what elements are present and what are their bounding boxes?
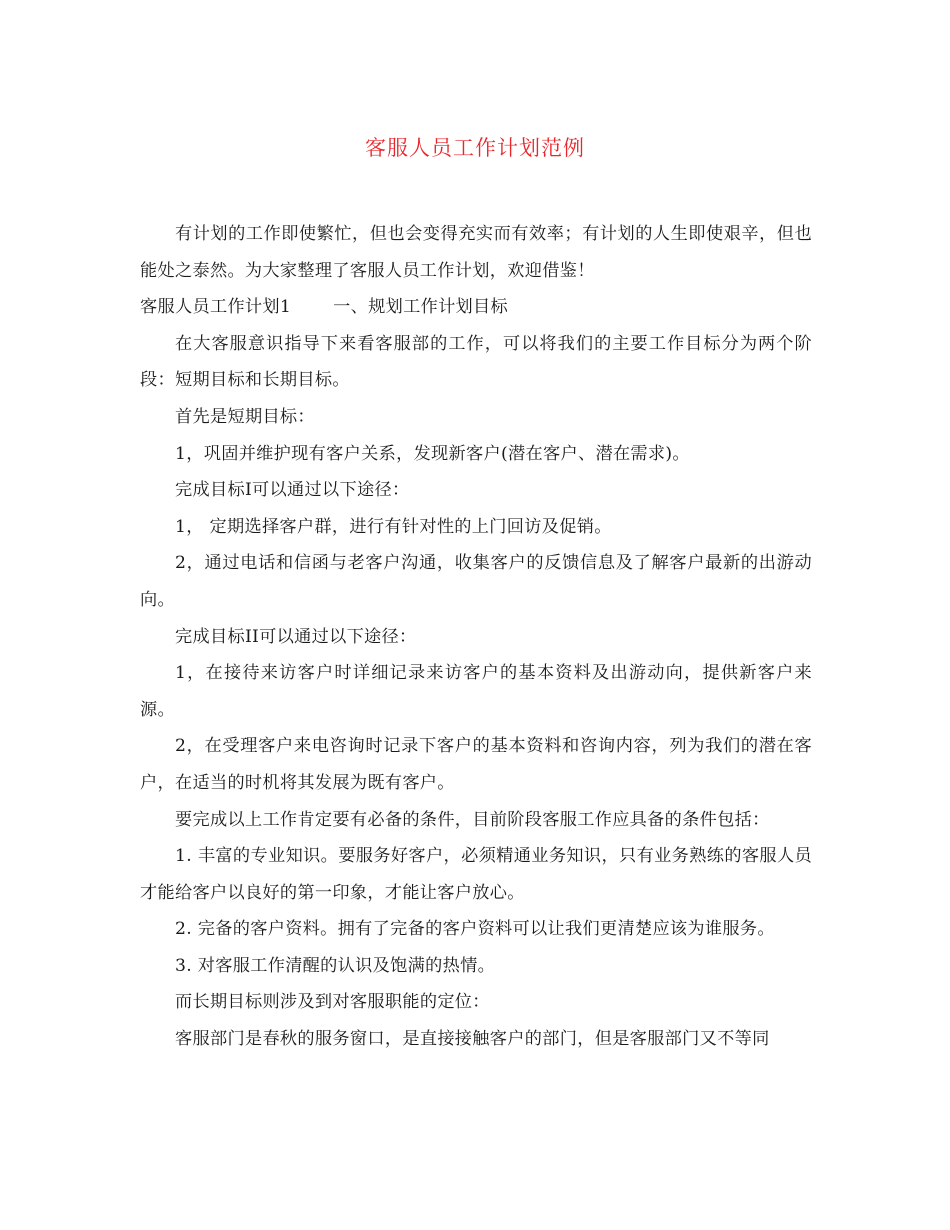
body-paragraph: 客服部门是春秋的服务窗口，是直接接触客户的部门，但是客服部门又不等同 bbox=[175, 1029, 770, 1050]
body-paragraph: 要完成以上工作肯定要有必备的条件，目前阶段客服工作应具备的条件包括： bbox=[175, 809, 770, 830]
body-paragraph: 完成目标II可以通过以下途径： bbox=[175, 626, 417, 647]
body-paragraph: 1， 定期选择客户群，进行有针对性的上门回访及促销。 bbox=[175, 516, 612, 537]
body-paragraph: 而长期目标则涉及到对客服职能的定位： bbox=[175, 992, 490, 1013]
body-paragraph: 2，在受理客户来电咨询时记录下客户的基本资料和咨询内容，列为我们的潜在客户，在适当的时机将其发展为既有客户。 bbox=[140, 736, 812, 793]
body-paragraph: 2，通过电话和信函与老客户沟通，收集客户的反馈信息及了解客户最新的出游动向。 bbox=[140, 553, 812, 610]
body-paragraph: 在大客服意识指导下来看客服部的工作，可以将我们的主要工作目标分为两个阶段：短期目标和长期目标。 bbox=[140, 333, 812, 391]
body-paragraph: 1. 丰富的专业知识。要服务好客户，必须精通业务知识，只有业务熟练的客服人员才能给客户以良好的第一印象，才能让客户放心。 bbox=[140, 846, 812, 903]
section-heading-line bbox=[140, 289, 812, 326]
section-label: 客服人员工作计划1 bbox=[140, 297, 292, 318]
intro-paragraph: 有计划的工作即使繁忙，但也会变得充实而有效率；有计划的人生即使艰辛，但也能处之泰然。为大家整理了客服人员工作计划，欢迎借鉴！ bbox=[140, 224, 812, 281]
body-paragraph: 3. 对客服工作清醒的认识及饱满的热情。 bbox=[175, 955, 496, 976]
body-paragraph: 1，巩固并维护现有客户关系，发现新客户(潜在客户、潜在需求)。 bbox=[175, 443, 690, 464]
section-heading: 一、规划工作计划目标 bbox=[333, 297, 509, 318]
document-body bbox=[140, 216, 812, 1058]
body-paragraph: 完成目标I可以通过以下途径： bbox=[175, 480, 410, 501]
body-paragraph: 1，在接待来访客户时详细记录来访客户的基本资料及出游动向，提供新客户来源。 bbox=[140, 663, 812, 720]
body-paragraph: 首先是短期目标： bbox=[175, 406, 315, 427]
document-title: 客服人员工作计划范例 bbox=[365, 136, 585, 160]
body-paragraph: 2. 完备的客户资料。拥有了完备的客户资料可以让我们更清楚应该为谁服务。 bbox=[175, 919, 775, 940]
